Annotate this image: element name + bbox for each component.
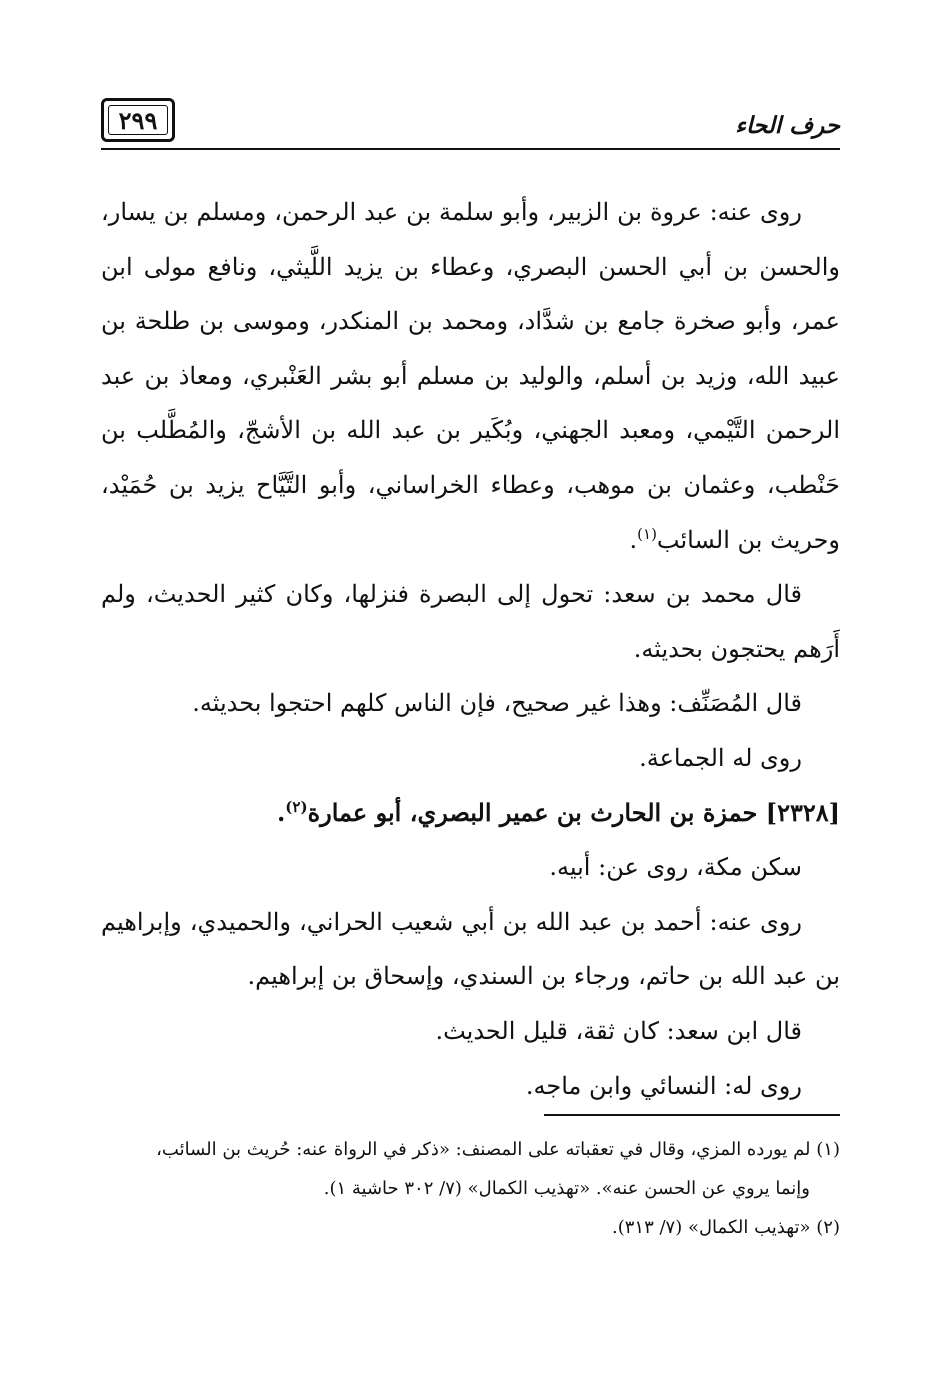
residence-paragraph: سكن مكة، روى عن: أبيه. bbox=[549, 853, 802, 882]
footnote-2: (٢) «تهذيب الكمال» (٧/ ٣١٣). bbox=[611, 1217, 840, 1238]
footnote-rule bbox=[544, 1114, 840, 1116]
main-text bbox=[101, 185, 840, 1113]
narrated-by-paragraph: روى له الجماعة. bbox=[639, 743, 802, 772]
students-paragraph: روى عنه: أحمد بن عبد الله بن أبي شعيب الحراني، والحميدي، وإبراهيم بن عبد الله بن حاتم، ورجاء بن السندي، وإسحاق بن إبراهيم. bbox=[101, 907, 840, 991]
ibn-saad-paragraph: قال محمد بن سعد: تحول إلى البصرة فنزلها، وكان كثير الحديث، ولم أَرَهم يحتجون بحديثه. bbox=[101, 580, 840, 663]
narrated-by-paragraph-2: روى له: النسائي وابن ماجه. bbox=[525, 1071, 802, 1100]
running-head: حرف الحاء bbox=[735, 112, 840, 139]
page-number bbox=[101, 98, 175, 142]
narrators-end: . bbox=[629, 525, 638, 554]
narrators-paragraph bbox=[101, 185, 840, 567]
author-comment-paragraph: قال المُصَنِّف: وهذا غير صحيح، فإن الناس كلهم احتجوا بحديثه. bbox=[192, 689, 802, 718]
entry-heading bbox=[101, 786, 840, 841]
entry-heading-text: [٢٣٢٨] حمزة بن الحارث بن عمير البصري، أبو عمارة bbox=[307, 797, 840, 827]
footnote-1-line-1: (١) لم يورده المزي، وقال في تعقباته على المصنف: «ذكر في الرواة عنه: حُريث بن السائب، bbox=[156, 1139, 840, 1160]
footnote-1-line-2: وإنما يروي عن الحسن عنه». «تهذيب الكمال» (٧/ ٣٠٢ حاشية ١). bbox=[323, 1178, 810, 1199]
footnote-ref-1: (١) bbox=[637, 524, 657, 543]
footnote-ref-2: (٢) bbox=[285, 797, 308, 816]
ibn-saad-grading-paragraph: قال ابن سعد: كان ثقة، قليل الحديث. bbox=[435, 1016, 802, 1045]
entry-heading-end: . bbox=[276, 797, 286, 827]
page-number-text: ٢٩٩ bbox=[118, 105, 158, 135]
footnotes bbox=[101, 1130, 840, 1247]
header-rule bbox=[101, 148, 840, 150]
narrators-text: روى عنه: عروة بن الزبير، وأبو سلمة بن عبد الرحمن، ومسلم بن يسار، والحسن بن أبي الحسن البصري، وعطاء بن يزيد اللَّيثي، ونافع مولى ابن عمر، وأبو صخرة جامع بن شدَّاد، ومحمد بن المنكدر، وموسى بن طلحة بن عبيد الله، وزيد بن أسلم، والوليد بن مسلم أبو بشر العَنْبري، ومعاذ بن عبد الرحمن التَّيْمي، ومعبد الجهني، وبُكَير بن عبد الله بن الأشجّ، والمُطَّلب بن حَنْطب، وعثمان بن موهب، وعطاء الخراساني، وأبو التَّيَّاح يزيد بن حُمَيْد، وحريث بن السائب bbox=[101, 198, 840, 554]
